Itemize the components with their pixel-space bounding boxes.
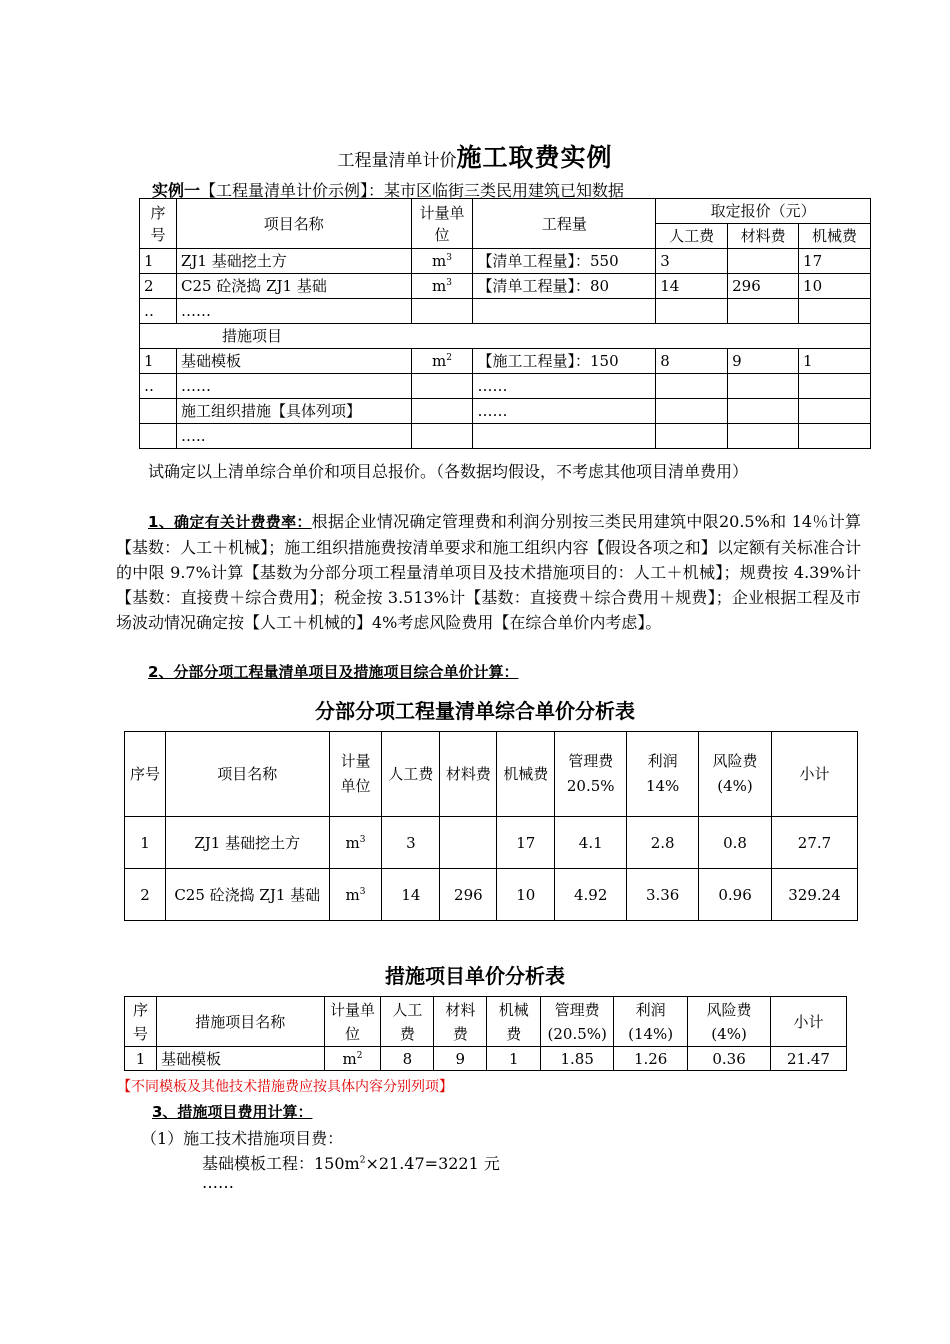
- header-name: 项目名称: [176, 199, 411, 249]
- table-row: 1 ZJ1 基础挖土方 $m^3$ 3 17 4.1 2.8 0.8 27.7: [125, 817, 858, 869]
- question-paragraph: 试确定以上清单综合单价和项目总报价。（各数据均假设，不考虑其他项目清单费用）: [148, 462, 749, 481]
- header-labor: 人工费: [656, 224, 728, 249]
- table-row: ‥ …… ……: [140, 374, 871, 399]
- table-header-row: 序号 措施项目名称 计量单位 人工费 材料费 机械费 管理费 (20.5%) 利润 (14%) 风险费 (4%) 小计: [125, 997, 847, 1047]
- header-material: 材料费: [728, 224, 799, 249]
- example-text: 【工程量清单计价示例】：某市区临街三类民用建筑已知数据: [200, 181, 625, 200]
- header-unit: 计量单位: [411, 199, 473, 249]
- section3-heading: 3、措施项目费用计算：: [152, 1103, 313, 1121]
- section1-paragraph: [116, 509, 861, 635]
- table-row: 1 基础模板 $m^2$ 【施工工程量】：150 8 9 1: [140, 349, 871, 374]
- table-row: 2 C25 砼浇捣 ZJ1 基础 $m^3$ 【清单工程量】：80 14 296 10: [140, 274, 871, 299]
- table-row: 1 基础模板 $m^2$ 8 9 1 1.85 1.26 0.36 21.47: [125, 1047, 847, 1071]
- section2-paragraph: [116, 659, 861, 685]
- table3-title: 措施项目单价分析表: [385, 964, 565, 988]
- section3-sub1: （1）施工技术措施项目费：: [141, 1129, 344, 1148]
- table-row: 1 ZJ1 基础挖土方 $m^3$ 【清单工程量】：550 3 17: [140, 249, 871, 274]
- example-label: 实例一: [152, 181, 201, 200]
- unit-price-analysis-table: [124, 731, 858, 921]
- table-row: 施工组织措施【具体列项】 ……: [140, 399, 871, 424]
- table2-title: 分部分项工程量清单综合单价分析表: [315, 699, 635, 723]
- measures-section-row: 措施项目: [140, 324, 871, 349]
- header-no: 序号: [140, 199, 177, 249]
- header-qty: 工程量: [473, 199, 656, 249]
- measure-price-analysis-table: [124, 996, 847, 1071]
- document-title: [0, 138, 950, 174]
- table-row: 2 C25 砼浇捣 ZJ1 基础 $m^3$ 14 296 10 4.92 3.36 0.96 329.24: [125, 869, 858, 921]
- section1-heading: 1、确定有关计费费率：: [148, 513, 312, 531]
- title-part2: 施工取费实例: [456, 143, 613, 172]
- header-machine: 机械费: [799, 224, 871, 249]
- table-header-row: 序号 项目名称 计量单位 人工费 材料费 机械费 管理费 20.5% 利润 14% 风险费 (4%) 小计: [125, 732, 858, 817]
- section3-heading-line: [152, 1101, 312, 1122]
- red-note: 【不同模板及其他技术措施费应按具体内容分别列项】: [117, 1079, 453, 1095]
- header-price: 取定报价（元）: [656, 199, 871, 224]
- title-part1: 工程量清单计价: [337, 151, 457, 171]
- formwork-calc: 基础模板工程：$150m^2\times 21.47=3221$ 元: [202, 1154, 500, 1173]
- section2-heading: 2、分部分项工程量清单项目及措施项目综合单价计算：: [148, 663, 519, 681]
- table-row: …..: [140, 424, 871, 449]
- ellipsis-line: ……: [202, 1173, 234, 1192]
- known-data-table: [139, 198, 871, 449]
- table-row: ‥ ……: [140, 299, 871, 324]
- section1-body: 根据企业情况确定管理费和利润分别按三类民用建筑中限20.5%和 14％计算【基数：人工＋机械】；施工组织措施费按清单要求和施工组织内容【假设各项之和】以定额有关标准合计的中限 9.7%计算【基数为分部分项工程量清单项目及技术措施项目的：人工＋机械】；规费按 4.39%计【基数：直接费＋综合费用】；税金按 3.513%计【基数：直接费＋综合费用＋规费】；企业根据工程及市场波动情况确定按【人工＋机械的】4%考虑风险费用【在综合单价内考虑】。: [116, 512, 861, 632]
